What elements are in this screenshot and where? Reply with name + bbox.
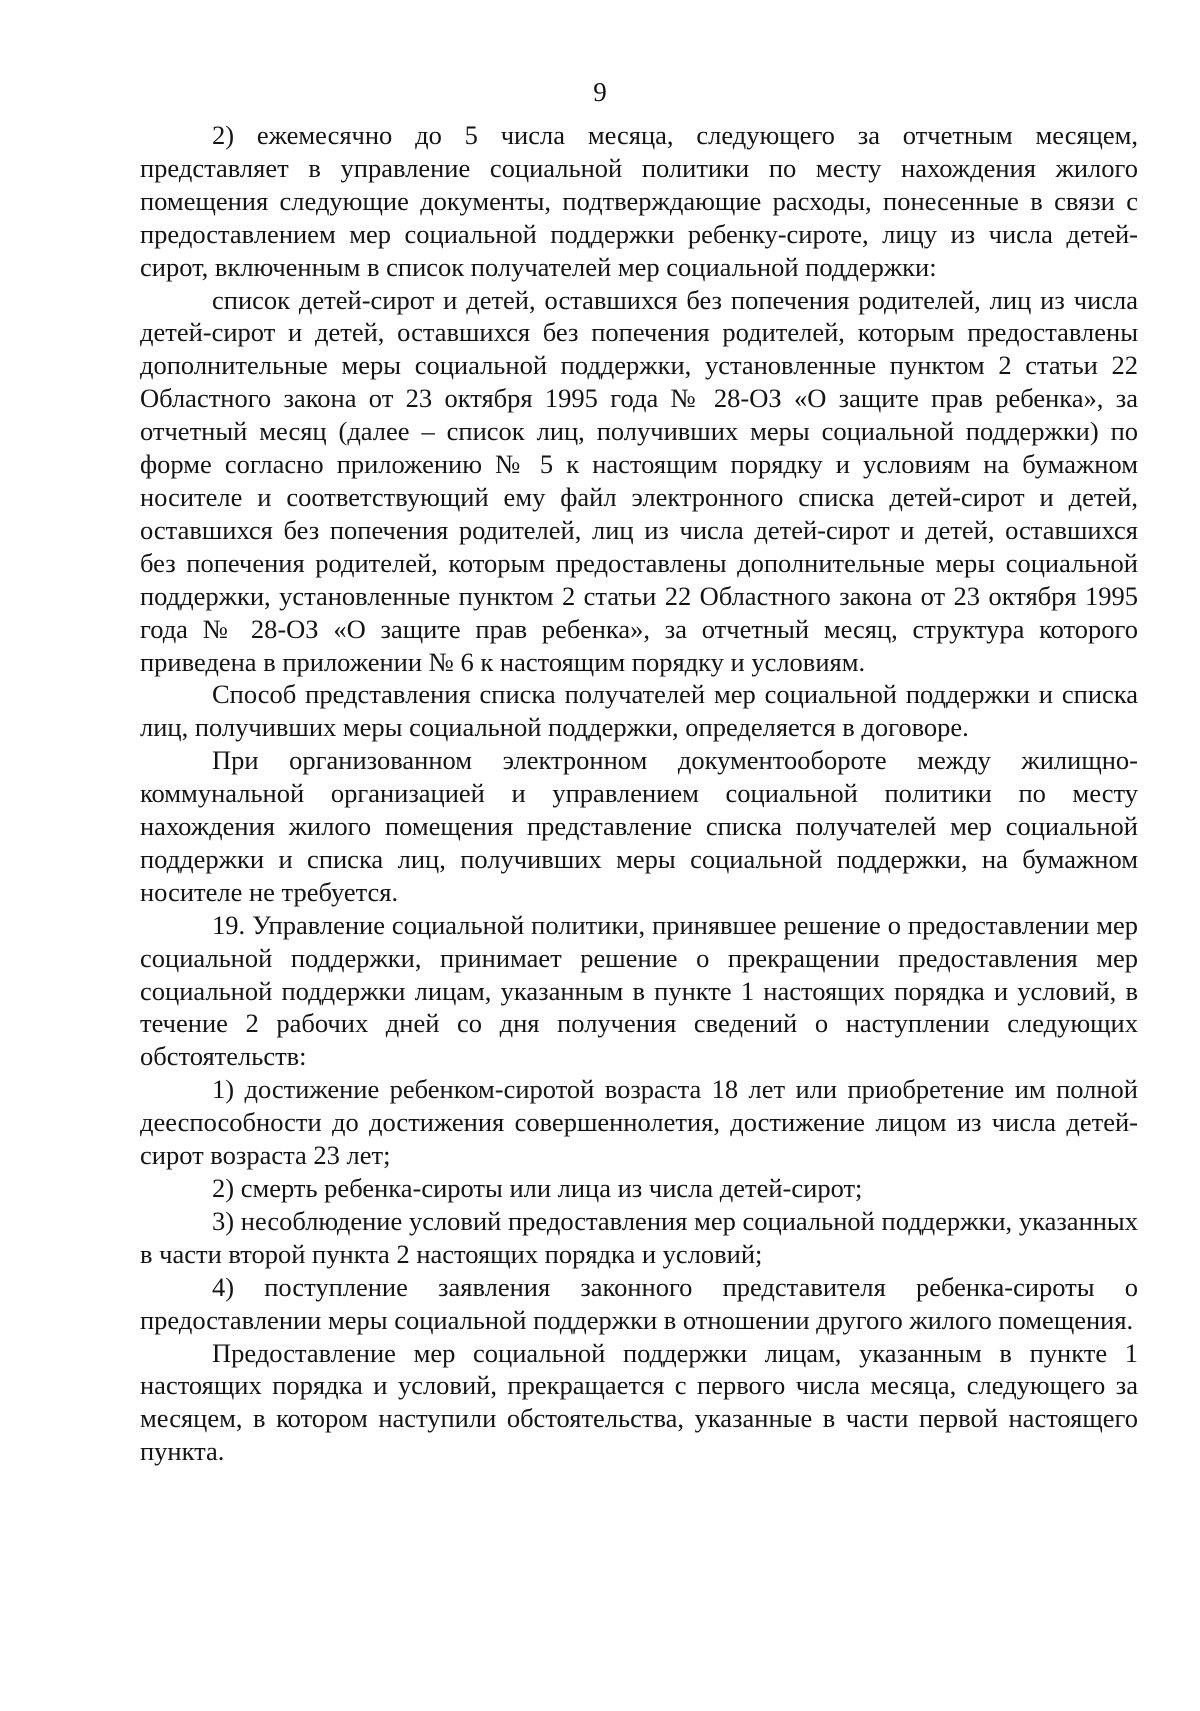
list-item-4-application: 4) поступление заявления законного представителя ребенка-сироты о предоставлении меры социальной поддержки в отношении другого жилого помещения. bbox=[140, 1271, 1138, 1335]
paragraph-2-monthly-report: 2) ежемесячно до 5 числа месяца, следующего за отчетным месяцем, представляет в управление социальной политики по месту нахождения жилого помещения следующие документы, подтверждающие расходы, понесенные в связи с предоставлением мер социальной поддержки ребенку-сироте, лицу из числа детей-сирот, включенным в список получателей мер социальной поддержки: bbox=[140, 120, 1138, 282]
list-item-1-age-reached: 1) достижение ребенком-сиротой возраста 18 лет или приобретение им полной дееспособности до достижения совершеннолетия, достижение лицом из числа детей-сирот возраста 23 лет; bbox=[140, 1074, 1138, 1171]
list-item-3-noncompliance: 3) несоблюдение условий предоставления мер социальной поддержки, указанных в части второй пункта 2 настоящих порядка и условий; bbox=[140, 1205, 1138, 1269]
paragraph-electronic-workflow: При организованном электронном документообороте между жилищно-коммунальной организацией и управлением социальной политики по месту нахождения жилого помещения представление списка получателей мер социальной поддержки и списка лиц, получивших меры социальной поддержки, на бумажном носителе не требуется. bbox=[140, 745, 1138, 907]
document-body bbox=[140, 119, 1138, 1468]
paragraph-termination-date: Предоставление мер социальной поддержки лицам, указанным в пункте 1 настоящих порядка и условий, прекращается с первого числа месяца, следующего за месяцем, в котором наступили обстоятельства, указанные в части первой настоящего пункта. bbox=[140, 1337, 1138, 1467]
list-item-2-death: 2) смерть ребенка-сироты или лица из числа детей-сирот; bbox=[212, 1173, 863, 1203]
page-number: 9 bbox=[593, 77, 607, 107]
paragraph-orphans-list: список детей-сирот и детей, оставшихся без попечения родителей, лиц из числа детей-сирот и детей, оставшихся без попечения родителей, которым предоставлены дополнительные меры социальной поддержки, установленные пунктом 2 статьи 22 Областного закона от 23 октября 1995 года № 28-ОЗ «О защите прав ребенка», за отчетный месяц (далее – список лиц, получивших меры социальной поддержки) по форме согласно приложению № 5 к настоящим порядку и условиям на бумажном носителе и соответствующий ему файл электронного списка детей-сирот и детей, оставшихся без попечения родителей, лиц из числа детей-сирот и детей, оставшихся без попечения родителей, которым предоставлены дополнительные меры социальной поддержки, установленные пунктом 2 статьи 22 Областного закона от 23 октября 1995 года № 28-ОЗ «О защите прав ребенка», за отчетный месяц, структура которого приведена в приложении № 6 к настоящим порядку и условиям. bbox=[140, 284, 1138, 677]
paragraph-19-termination-decision: 19. Управление социальной политики, принявшее решение о предоставлении мер социальной поддержки, принимает решение о прекращении предоставления мер социальной поддержки лицам, указанным в пункте 1 настоящих порядка и условий, в течение 2 рабочих дней со дня получения сведений о наступлении следующих обстоятельств: bbox=[140, 909, 1138, 1072]
paragraph-submission-method: Способ представления списка получателей мер социальной поддержки и списка лиц, получивших меры социальной поддержки, определяется в договоре. bbox=[140, 679, 1138, 743]
